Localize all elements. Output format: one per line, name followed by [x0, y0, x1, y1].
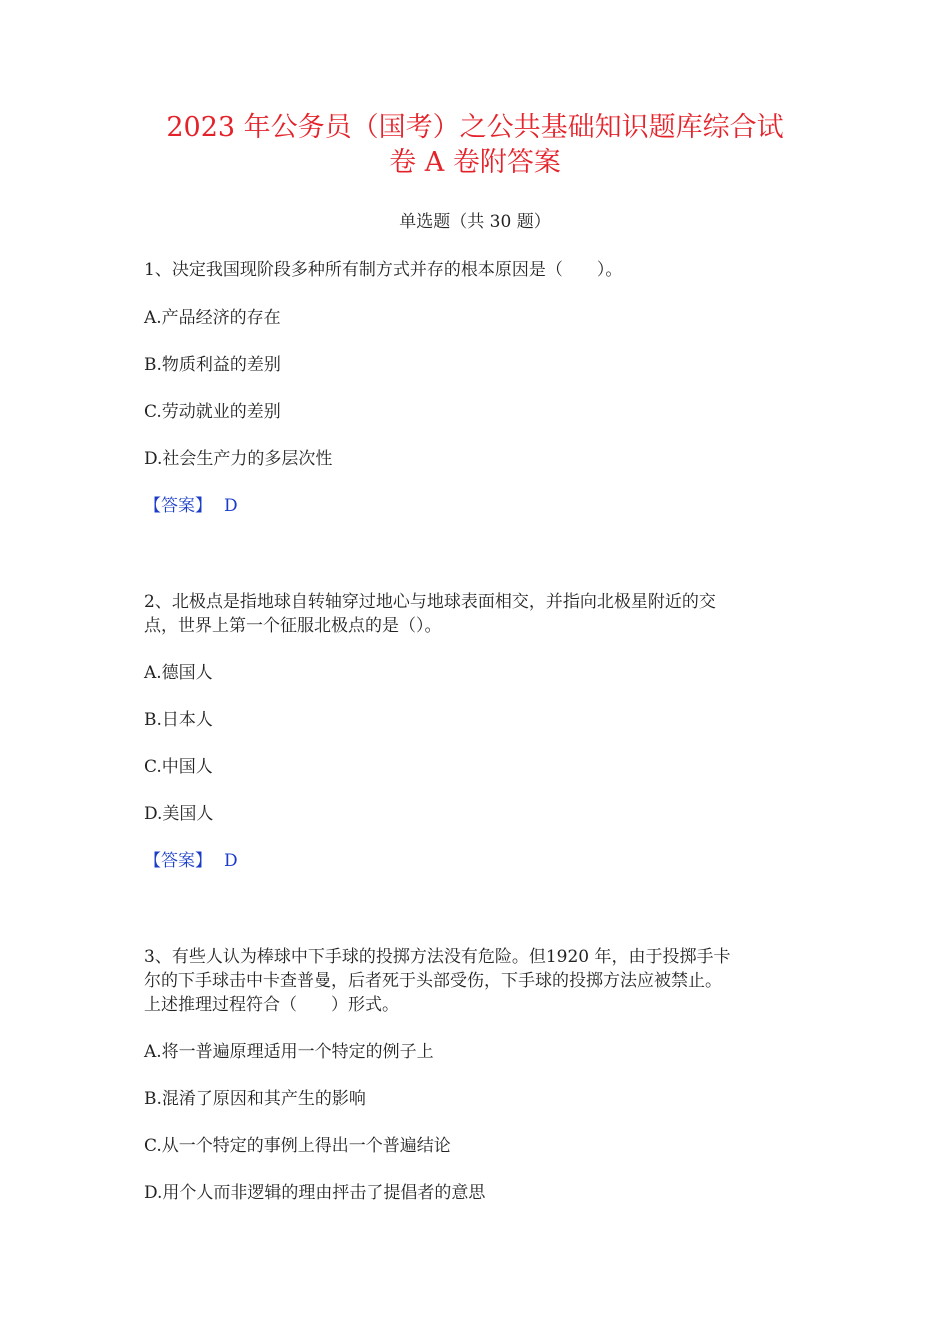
- answer-label: 【答案】: [144, 851, 212, 871]
- question-2-answer: [144, 849, 814, 873]
- question-3-stem-line-2: 尔的下手球击中卡查普曼，后者死于头部受伤，下手球的投掷方法应被禁止。: [144, 971, 722, 991]
- question-3-stem-line-3: 上述推理过程符合（ ）形式。: [144, 995, 399, 1015]
- answer-value: D: [224, 496, 238, 516]
- question-3-option-a: A.将一普遍原理适用一个特定的例子上: [144, 1042, 434, 1062]
- question-3-stem-line-1: 3、有些人认为棒球中下手球的投掷方法没有危险。但1920 年，由于投掷手卡: [144, 947, 731, 967]
- question-1-option-b: B.物质利益的差别: [144, 355, 281, 375]
- answer-label: 【答案】: [144, 496, 212, 516]
- question-2-stem-line-1: 2、北极点是指地球自转轴穿过地心与地球表面相交，并指向北极星附近的交: [144, 592, 716, 612]
- question-2-option-c: C.中国人: [144, 757, 213, 777]
- question-1-option-a: A.产品经济的存在: [144, 308, 281, 328]
- section-header: 单选题（共 30 题）: [399, 212, 551, 232]
- question-1-answer: [144, 494, 814, 518]
- question-1-stem: 1、决定我国现阶段多种所有制方式并存的根本原因是（ ）。: [144, 260, 623, 280]
- question-1-option-d: D.社会生产力的多层次性: [144, 449, 333, 469]
- question-2-option-a: A.德国人: [144, 663, 213, 683]
- question-3-option-b: B.混淆了原因和其产生的影响: [144, 1089, 366, 1109]
- question-3-option-c: C.从一个特定的事例上得出一个普遍结论: [144, 1136, 451, 1156]
- question-2-option-d: D.美国人: [144, 804, 214, 824]
- question-1-option-c: C.劳动就业的差别: [144, 402, 281, 422]
- question-2-option-b: B.日本人: [144, 710, 213, 730]
- question-2-stem-line-2: 点，世界上第一个征服北极点的是（）。: [144, 616, 442, 636]
- document-title-line-2: 卷 A 卷附答案: [389, 147, 561, 178]
- answer-value: D: [224, 851, 238, 871]
- document-title-line-1: 2023 年公务员（国考）之公共基础知识题库综合试: [166, 112, 784, 143]
- question-3-option-d: D.用个人而非逻辑的理由抨击了提倡者的意思: [144, 1183, 486, 1203]
